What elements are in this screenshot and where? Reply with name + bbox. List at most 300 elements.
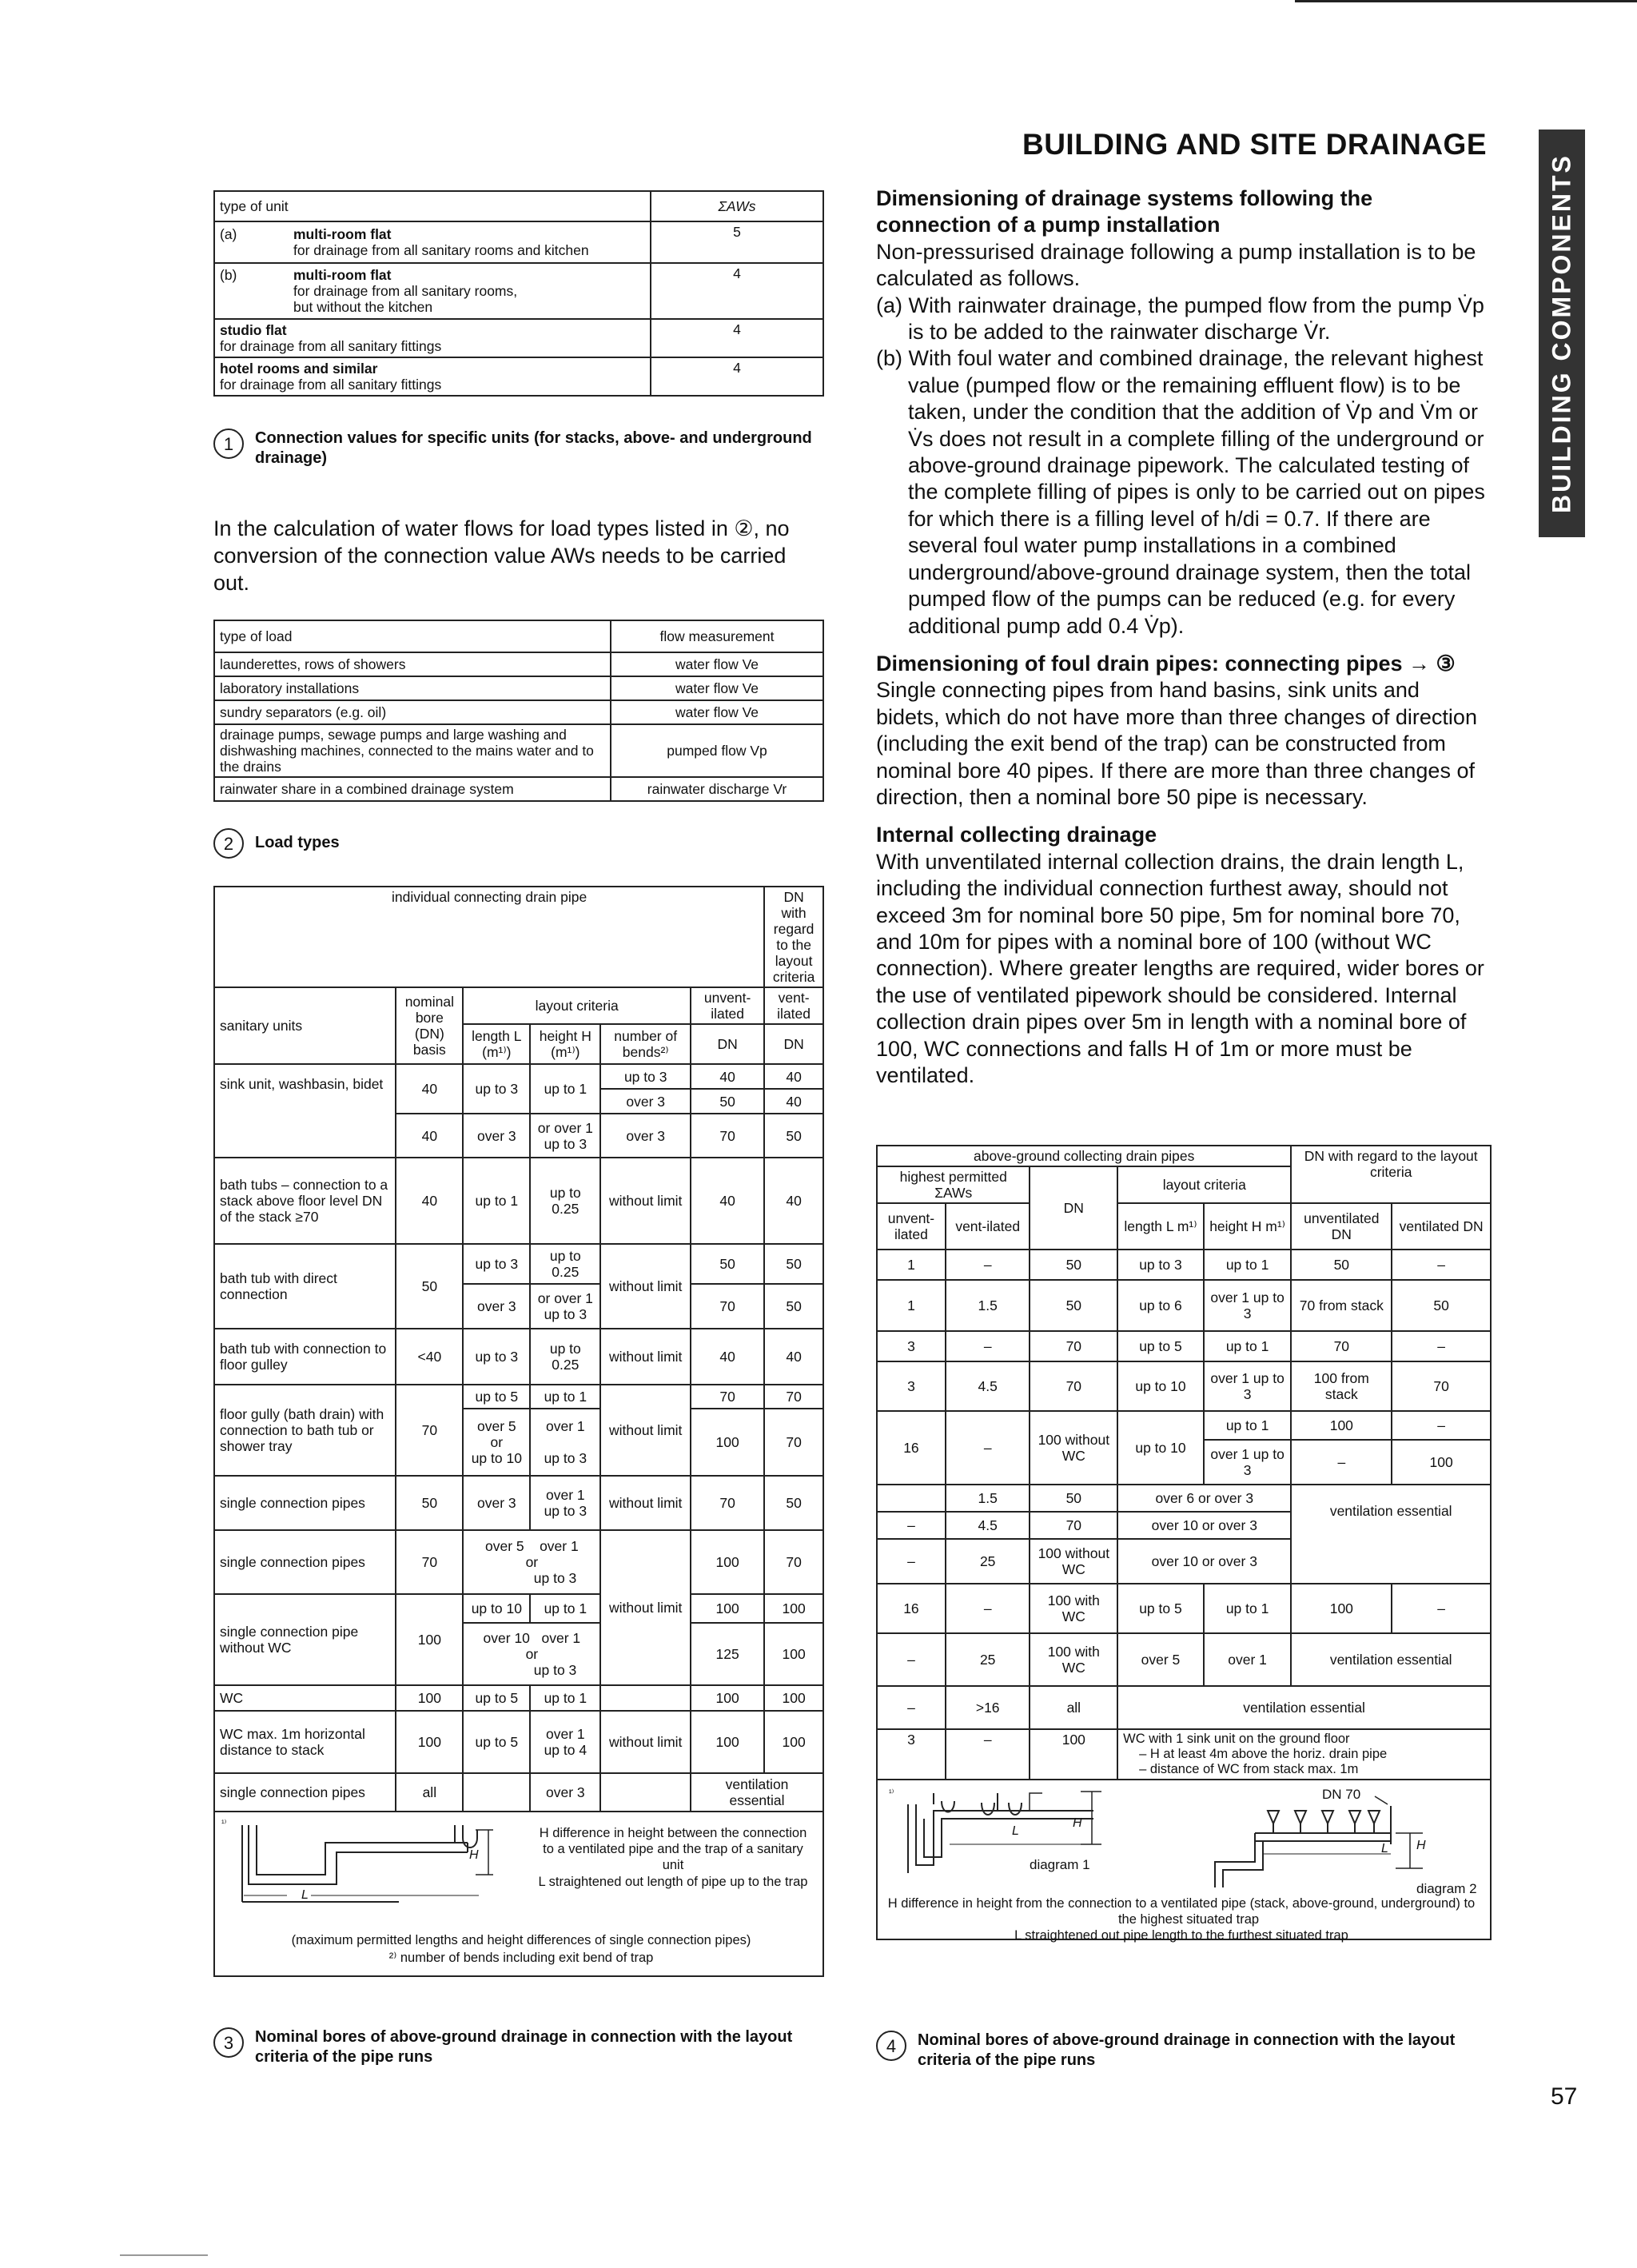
t3-height: over 1 — [546, 1487, 585, 1503]
t3-or: or — [537, 1290, 551, 1306]
table-cell: 70 — [1030, 1361, 1117, 1411]
table-cell: 1 — [877, 1250, 946, 1280]
t4-head-pipes: above-ground collecting drain pipes — [877, 1146, 1291, 1166]
table-cell: – — [877, 1633, 946, 1686]
t3-nominal: 100 — [396, 1685, 463, 1711]
table-cell — [214, 221, 651, 263]
t3-nominal: 70 — [396, 1530, 463, 1594]
t3-units: WC — [214, 1685, 396, 1711]
t3-dn-unvent: 70 — [691, 1385, 764, 1409]
t3-head-unvent: unvent-ilated — [691, 987, 764, 1024]
t3-height: up to 1 — [530, 1685, 600, 1711]
t3-nominal: 40 — [396, 1158, 463, 1244]
t4-ventilation: ventilation essential — [1291, 1485, 1491, 1584]
side-tab: BUILDING COMPONENTS — [1539, 130, 1585, 537]
flow-measure: pumped flow Vp — [611, 724, 823, 777]
left-paragraph: In the calculation of water flows for load types listed in ②, no conversion of the connection value AWs needs to be carried out. — [213, 516, 790, 595]
table-cell: over 6 — [1155, 1490, 1195, 1506]
t3-length: up to 5 — [463, 1711, 530, 1773]
t3-length: over 5 — [484, 1538, 524, 1554]
t3-height: up to 3 — [544, 1306, 587, 1322]
t3-units: floor gully (bath drain) with connection to bath tub or shower tray — [214, 1385, 396, 1476]
table2-head-load: type of load — [214, 620, 611, 652]
circle-number: 2 — [213, 828, 244, 859]
diagram-2-label: diagram 2 — [1416, 1881, 1477, 1896]
table-row — [877, 1584, 1491, 1633]
table-cell: 4.5 — [946, 1512, 1030, 1539]
table-cell: over 1 up to 3 — [1204, 1361, 1292, 1411]
table-cell: or — [1197, 1490, 1211, 1506]
t3-dn-vent: 100 — [764, 1685, 823, 1711]
t3-nominal: 100 — [396, 1711, 463, 1773]
table1-head-aws: ΣAWs — [651, 191, 823, 221]
table-cell: ventilation essential — [1117, 1686, 1491, 1729]
table-row — [214, 1158, 823, 1244]
table-cell — [600, 1685, 691, 1711]
row-desc: for drainage from all sanitary rooms, but without the kitchen — [293, 283, 518, 315]
row-title: studio flat — [220, 322, 287, 338]
table-cell: – — [946, 1411, 1030, 1485]
caption-1 — [213, 428, 821, 468]
table-cell: 100 from stack — [1291, 1361, 1392, 1411]
table-cell — [530, 1114, 600, 1158]
flow-measure: water flow Ve — [611, 700, 823, 724]
table-cell: 100 — [1291, 1584, 1392, 1633]
t3-dn-vent: 50 — [764, 1476, 823, 1530]
table-row — [214, 319, 823, 357]
table-cell: 3 — [877, 1331, 946, 1361]
t3-bends: without limit — [600, 1385, 691, 1476]
table-cell — [463, 1773, 530, 1812]
caption-text: Nominal bores of above-ground drainage in connection with the layout criteria of the pipe runs — [255, 2028, 793, 2066]
t3-height: up to 4 — [544, 1742, 587, 1758]
load-type: sundry separators (e.g. oil) — [214, 700, 611, 724]
table-cell: – — [877, 1686, 946, 1729]
circle-number: 4 — [876, 2031, 906, 2061]
t3-length: up to 3 — [463, 1064, 530, 1114]
t3-length: up to 5 — [463, 1385, 530, 1409]
table-cell: up to 5 — [1117, 1331, 1204, 1361]
t4-footnote-cell — [877, 1780, 1491, 1943]
t3-dn-vent: 50 — [764, 1284, 823, 1329]
table-cell: – — [1392, 1584, 1491, 1633]
table-row — [214, 1244, 823, 1284]
table-row — [877, 1280, 1491, 1331]
table-cell: ventilation essential — [1291, 1633, 1491, 1686]
t4-head-layout: layout criteria — [1117, 1166, 1291, 1203]
diagram-label-h: H — [1073, 1816, 1082, 1830]
table-cell: all — [1030, 1686, 1117, 1729]
t3-length: up to 10 — [463, 1594, 530, 1623]
t3-nominal: all — [396, 1773, 463, 1812]
t3-height: over 1 — [540, 1538, 579, 1554]
diagram-1-label: diagram 1 — [1030, 1857, 1090, 1872]
table-cell: or — [1201, 1517, 1215, 1533]
table-cell: over 3 — [1214, 1490, 1254, 1506]
t4-head-dn-criteria: DN with regard to the layout criteria — [1291, 1146, 1491, 1203]
table-cell — [463, 1623, 600, 1685]
t3-units: single connection pipes — [214, 1530, 396, 1594]
table-row — [877, 1686, 1491, 1729]
heading-internal-collecting: Internal collecting drainage — [876, 823, 1157, 847]
t4-head-length: length L m¹⁾ — [1117, 1203, 1204, 1250]
table-row — [214, 357, 823, 396]
t3-height: over 3 — [530, 1773, 600, 1812]
table-cell: – — [1392, 1331, 1491, 1361]
t3-dn-unvent: 100 — [691, 1594, 764, 1623]
table-cell — [530, 1711, 600, 1773]
t3-bends: without limit — [600, 1711, 691, 1773]
t3-height: up to 3 — [544, 1135, 587, 1152]
t3-height: over 1 — [541, 1630, 581, 1646]
t4-head-v-dn: ventilated DN — [1392, 1203, 1491, 1250]
table-cell — [1117, 1485, 1291, 1512]
diagram-label-l: L — [1381, 1842, 1388, 1855]
caption-4 — [876, 2031, 1492, 2071]
table-row — [214, 676, 823, 700]
t3-length: over 5 — [476, 1418, 516, 1434]
t3-dn-unvent: 70 — [691, 1476, 764, 1530]
t3-head-dn1: DN — [691, 1024, 764, 1064]
table-row — [214, 724, 823, 777]
t3-head-bends: number of bends²⁾ — [600, 1024, 691, 1064]
flow-measure: water flow Ve — [611, 652, 823, 676]
t3-dn-unvent: 40 — [691, 1329, 764, 1385]
t4-note: – distance of WC from stack max. 1m — [1139, 1762, 1359, 1776]
table-cell: 3 — [877, 1729, 946, 1780]
t3-dn-unvent: 100 — [691, 1409, 764, 1476]
t3-length: over 3 — [463, 1476, 530, 1530]
t3-or: or — [525, 1554, 539, 1570]
t3-dn-vent: 100 — [764, 1711, 823, 1773]
t4-note: WC with 1 sink unit on the ground floor — [1123, 1732, 1350, 1746]
t3-length: over 10 — [483, 1630, 530, 1646]
t3-dn-unvent: 100 — [691, 1530, 764, 1594]
circle-number: 1 — [213, 428, 244, 459]
table-cell: over 1 up to 3 — [1204, 1280, 1292, 1331]
table-cell: 3 — [877, 1361, 946, 1411]
caption-text: Load types — [255, 834, 340, 851]
t3-dn-vent: 70 — [764, 1530, 823, 1594]
footnote-marker: ¹⁾ — [221, 1819, 227, 1828]
table-cell: – — [1392, 1250, 1491, 1280]
t3-or: or — [525, 1646, 539, 1662]
caption-text: Nominal bores of above-ground drainage in connection with the layout criteria of the pipe runs — [918, 2031, 1456, 2069]
t4-head-unvent: unvent-ilated — [877, 1203, 946, 1250]
table-cell — [877, 1485, 946, 1512]
table2-head-flow: flow measurement — [611, 620, 823, 652]
t3-footnote-l: L straightened out length of pipe up to the trap — [538, 1875, 808, 1889]
t3-units: single connection pipes — [214, 1773, 396, 1812]
table-cell: 100 — [1291, 1411, 1392, 1440]
t4-footnote-l: L straightened out pipe length to the furthest situated trap — [1014, 1928, 1348, 1943]
t3-dn-vent: 40 — [764, 1064, 823, 1089]
t3-footnote-h: H difference in height between the connection to a ventilated pipe and the trap of a sanitary unit — [539, 1826, 807, 1872]
table-cell — [600, 1773, 691, 1812]
table1-head-type: type of unit — [214, 191, 651, 221]
table-cell: 1.5 — [946, 1280, 1030, 1331]
para-pump: Non-pressurised drainage following a pump installation is to be calculated as follows. — [876, 239, 1476, 291]
table-cell: 25 — [946, 1539, 1030, 1584]
table-cell: 50 — [1030, 1250, 1117, 1280]
row-value: 4 — [651, 357, 823, 396]
table-cell: 25 — [946, 1633, 1030, 1686]
table-cell — [1117, 1729, 1491, 1780]
t3-height: up to 3 — [544, 1450, 587, 1466]
t3-head-dn2: DN — [764, 1024, 823, 1064]
diagram-label-h: H — [469, 1848, 479, 1862]
t3-bends: without limit — [600, 1329, 691, 1385]
t3-dn-vent: 70 — [764, 1409, 823, 1476]
table-row — [877, 1250, 1491, 1280]
t3-units: bath tubs – connection to a stack above floor level DN of the stack ≥70 — [214, 1158, 396, 1244]
table-row — [214, 700, 823, 724]
t3-or: or — [537, 1119, 551, 1136]
t3-height: up to 3 — [533, 1662, 577, 1678]
table-cell: up to 6 — [1117, 1280, 1204, 1331]
table-row — [877, 1633, 1491, 1686]
load-type: launderettes, rows of showers — [214, 652, 611, 676]
t3-dn-unvent: 125 — [691, 1623, 764, 1685]
table-cell: 70 — [1392, 1361, 1491, 1411]
diagram-label-l: L — [301, 1888, 309, 1902]
t3-nominal: 40 — [396, 1064, 463, 1114]
row-desc: for drainage from all sanitary rooms and kitchen — [293, 242, 589, 258]
t3-bends: up to 3 — [600, 1064, 691, 1089]
caption-3 — [213, 2027, 829, 2067]
table-cell: 4.5 — [946, 1361, 1030, 1411]
table-cell: 70 — [1030, 1331, 1117, 1361]
t3-dn-unvent: 70 — [691, 1284, 764, 1329]
table-row — [877, 1485, 1491, 1512]
table-row — [214, 1064, 823, 1089]
table-row — [214, 221, 823, 263]
table-row — [214, 1773, 823, 1812]
table-cell — [530, 1409, 600, 1476]
table-cell: 1 — [877, 1280, 946, 1331]
t3-dn-unvent: 40 — [691, 1064, 764, 1089]
t3-length: up to 3 — [463, 1329, 530, 1385]
t3-nominal: 40 — [396, 1114, 463, 1158]
table-cell: up to 10 — [1117, 1411, 1204, 1485]
table-row — [214, 1329, 823, 1385]
t3-length: over 3 — [463, 1284, 530, 1329]
t3-head-nominal: nominal bore (DN) basis — [396, 987, 463, 1064]
t3-height: up to 3 — [544, 1503, 587, 1519]
table-cell: over 10 — [1151, 1553, 1198, 1569]
table-cell: up to 1 — [1204, 1250, 1292, 1280]
heading-connecting-pipes: Dimensioning of foul drain pipes: connecting pipes → ③ — [876, 651, 1456, 676]
t3-head-dn: DN with regard to the layout criteria — [764, 887, 823, 987]
t3-ventilation: ventilation essential — [691, 1773, 823, 1812]
t4-head-vent: vent-ilated — [946, 1203, 1030, 1250]
row-value: 5 — [651, 221, 823, 263]
t3-head-length: length L (m¹⁾) — [463, 1024, 530, 1064]
table-cell — [530, 1284, 600, 1329]
table-cell: 16 — [877, 1411, 946, 1485]
row-desc: for drainage from all sanitary fittings — [220, 338, 442, 354]
top-rule — [1295, 0, 1637, 2]
caption-2 — [213, 828, 821, 859]
t3-height: up to 1 — [530, 1594, 600, 1623]
table-cell: over 3 — [1218, 1517, 1257, 1533]
page-number: 57 — [1551, 2083, 1578, 2110]
table-cell: 100 with WC — [1030, 1584, 1117, 1633]
t3-height: up to 0.25 — [530, 1244, 600, 1284]
table-row — [214, 1476, 823, 1530]
table-cell: 16 — [877, 1584, 946, 1633]
table-cell: 100 without WC — [1030, 1539, 1117, 1584]
table-row — [214, 1530, 823, 1594]
table-cell: 70 — [1291, 1331, 1392, 1361]
t3-height: over 1 — [554, 1119, 593, 1136]
t3-nominal: 100 — [396, 1594, 463, 1685]
t3-dn-vent: 40 — [764, 1158, 823, 1244]
t3-height: up to 0.25 — [530, 1158, 600, 1244]
table-row — [214, 1385, 823, 1409]
table-cell: 70 — [1030, 1512, 1117, 1539]
row-value: 4 — [651, 319, 823, 357]
t3-height: over 1 — [546, 1418, 585, 1434]
para-pump-a: (a) With rainwater drainage, the pumped flow from the pump V̇p is to be added to the rainwater discharge V̇r. — [876, 293, 1484, 345]
t3-dn-vent: 70 — [764, 1385, 823, 1409]
t3-units: bath tub with direct connection — [214, 1244, 396, 1329]
table-cell: 100 — [1392, 1440, 1491, 1485]
table-cell: up to 3 — [1117, 1250, 1204, 1280]
table-cell: – — [1291, 1440, 1392, 1485]
t3-dn-vent: 40 — [764, 1089, 823, 1114]
t3-footnote-cell — [214, 1812, 823, 1976]
heading-pump: Dimensioning of drainage systems following the connection of a pump installation — [876, 186, 1373, 237]
table-cell: – — [946, 1250, 1030, 1280]
table-cell: – — [946, 1729, 1030, 1780]
t3-height: over 1 — [554, 1290, 593, 1306]
t3-head-layout: layout criteria — [463, 987, 691, 1024]
t4-head-highest: highest permitted ΣAWs — [877, 1166, 1030, 1203]
table-cell: – — [946, 1331, 1030, 1361]
table-row — [877, 1361, 1491, 1411]
table-row — [214, 263, 823, 319]
t3-head-height: height H (m¹⁾) — [530, 1024, 600, 1064]
t3-height: up to 3 — [533, 1570, 577, 1586]
row-title: hotel rooms and similar — [220, 361, 378, 377]
row-title: multi-room flat — [293, 226, 392, 242]
t4-head-unv-dn: unventilated DN — [1291, 1203, 1392, 1250]
para-connecting-pipes: Single connecting pipes from hand basins, sink units and bidets, which do not have more than three changes of direction (including the exit bend of the trap) can be constructed from nominal bore 40 pipes. If there are more than three changes of direction, then a nominal bore 50 pipe is necessary. — [876, 678, 1477, 809]
t3-height: up to 1 — [530, 1385, 600, 1409]
table-row — [877, 1729, 1491, 1780]
diagram-2-dn-label: DN 70 — [1322, 1787, 1361, 1802]
t3-head-pipe: individual connecting drain pipe — [214, 887, 764, 987]
table-cell: up to 10 — [1117, 1361, 1204, 1411]
table-cell: up to 1 — [1204, 1331, 1292, 1361]
t3-dn-vent: 100 — [764, 1594, 823, 1623]
t3-nominal: <40 — [396, 1329, 463, 1385]
table-load-types — [213, 620, 824, 802]
table-cell — [1117, 1512, 1291, 1539]
table-row — [877, 1411, 1491, 1440]
t3-or: or — [490, 1434, 504, 1450]
t3-bends: over 3 — [600, 1089, 691, 1114]
flow-measure: water flow Ve — [611, 676, 823, 700]
t3-dn-unvent: 100 — [691, 1711, 764, 1773]
t3-length: up to 5 — [463, 1685, 530, 1711]
table-cell: 100 without WC — [1030, 1411, 1117, 1485]
t3-bends: without limit — [600, 1158, 691, 1244]
t3-units: single connection pipe without WC — [214, 1594, 396, 1685]
t3-units: single connection pipes — [214, 1476, 396, 1530]
page-title: BUILDING AND SITE DRAINAGE — [1022, 128, 1487, 161]
t3-bends: without limit — [600, 1244, 691, 1329]
caption-text: Connection values for specific units (for stacks, above- and underground drainage) — [255, 429, 812, 467]
row-title: multi-room flat — [293, 267, 392, 283]
table-row — [214, 1685, 823, 1711]
t4-head-height: height H m¹⁾ — [1204, 1203, 1292, 1250]
table-row — [214, 1594, 823, 1623]
t3-nominal: 50 — [396, 1244, 463, 1329]
t3-dn-unvent: 70 — [691, 1114, 764, 1158]
t3-bends: over 3 — [600, 1114, 691, 1158]
table-cell — [530, 1476, 600, 1530]
t3-height: up to 1 — [530, 1064, 600, 1114]
row-key: (a) — [220, 226, 237, 242]
t3-bends: without limit — [600, 1530, 691, 1685]
table-cell: 70 from stack — [1291, 1280, 1392, 1331]
t3-dn-unvent: 100 — [691, 1685, 764, 1711]
table-cell: or — [1201, 1553, 1215, 1569]
table-cell — [214, 263, 651, 319]
row-value: 4 — [651, 263, 823, 319]
load-type: laboratory installations — [214, 676, 611, 700]
t3-units: bath tub with connection to floor gulley — [214, 1329, 396, 1385]
table-cell: 50 — [1030, 1280, 1117, 1331]
table-cell: over 10 — [1151, 1517, 1198, 1533]
table-cell: – — [946, 1584, 1030, 1633]
load-type: rainwater share in a combined drainage system — [214, 777, 611, 801]
table-row — [877, 1331, 1491, 1361]
t3-head-units: sanitary units — [214, 987, 396, 1064]
t3-length: over 3 — [463, 1114, 530, 1158]
bottom-rule — [120, 2254, 208, 2256]
table-row — [214, 652, 823, 676]
t4-note: – H at least 4m above the horiz. drain pipe — [1139, 1747, 1388, 1761]
table-cell: 50 — [1291, 1250, 1392, 1280]
diagram-label-h: H — [1416, 1839, 1426, 1852]
t3-length: up to 3 — [463, 1244, 530, 1284]
circle-number: 3 — [213, 2027, 244, 2058]
para-internal-collecting: With unventilated internal collection drains, the drain length L, including the individual connection furthest away, should not exceed 3m for nominal bore 50 pipe, 5m for nominal bore 70, and 10m for pipes with a nominal bore of 100 (without WC connection). Where greater lengths are required, wider bores or the use of ventilated pipework should be considered. Internal collection drain pipes over 5m in length with a nominal bore of 100, WC connections and falls H of 1m or more must be ventilated. — [876, 849, 1484, 1087]
t3-length: up to 10 — [471, 1450, 522, 1466]
load-type: drainage pumps, sewage pumps and large washing and dishwashing machines, connected to the mains water and to the drains — [214, 724, 611, 777]
right-text-column — [876, 185, 1488, 1089]
table-cell: 100 — [1030, 1729, 1117, 1780]
t3-footnote-bends: ²⁾ number of bends including exit bend of trap — [388, 1951, 654, 1965]
t4-head-dn: DN — [1030, 1166, 1117, 1250]
table-cell: 50 — [1030, 1485, 1117, 1512]
table-cell: >16 — [946, 1686, 1030, 1729]
table-cell — [463, 1409, 530, 1476]
t3-units: sink unit, washbasin, bidet — [214, 1064, 396, 1158]
table-cell: – — [877, 1512, 946, 1539]
t3-dn-unvent: 50 — [691, 1244, 764, 1284]
table-cell — [600, 1476, 691, 1530]
table-unit-connection-values — [213, 190, 824, 397]
t3-dn-unvent: 50 — [691, 1089, 764, 1114]
t3-bends: without limit — [608, 1495, 683, 1511]
t3-dn-unvent: 40 — [691, 1158, 764, 1244]
t3-nominal: 70 — [396, 1385, 463, 1476]
t3-height: up to 0.25 — [530, 1329, 600, 1385]
